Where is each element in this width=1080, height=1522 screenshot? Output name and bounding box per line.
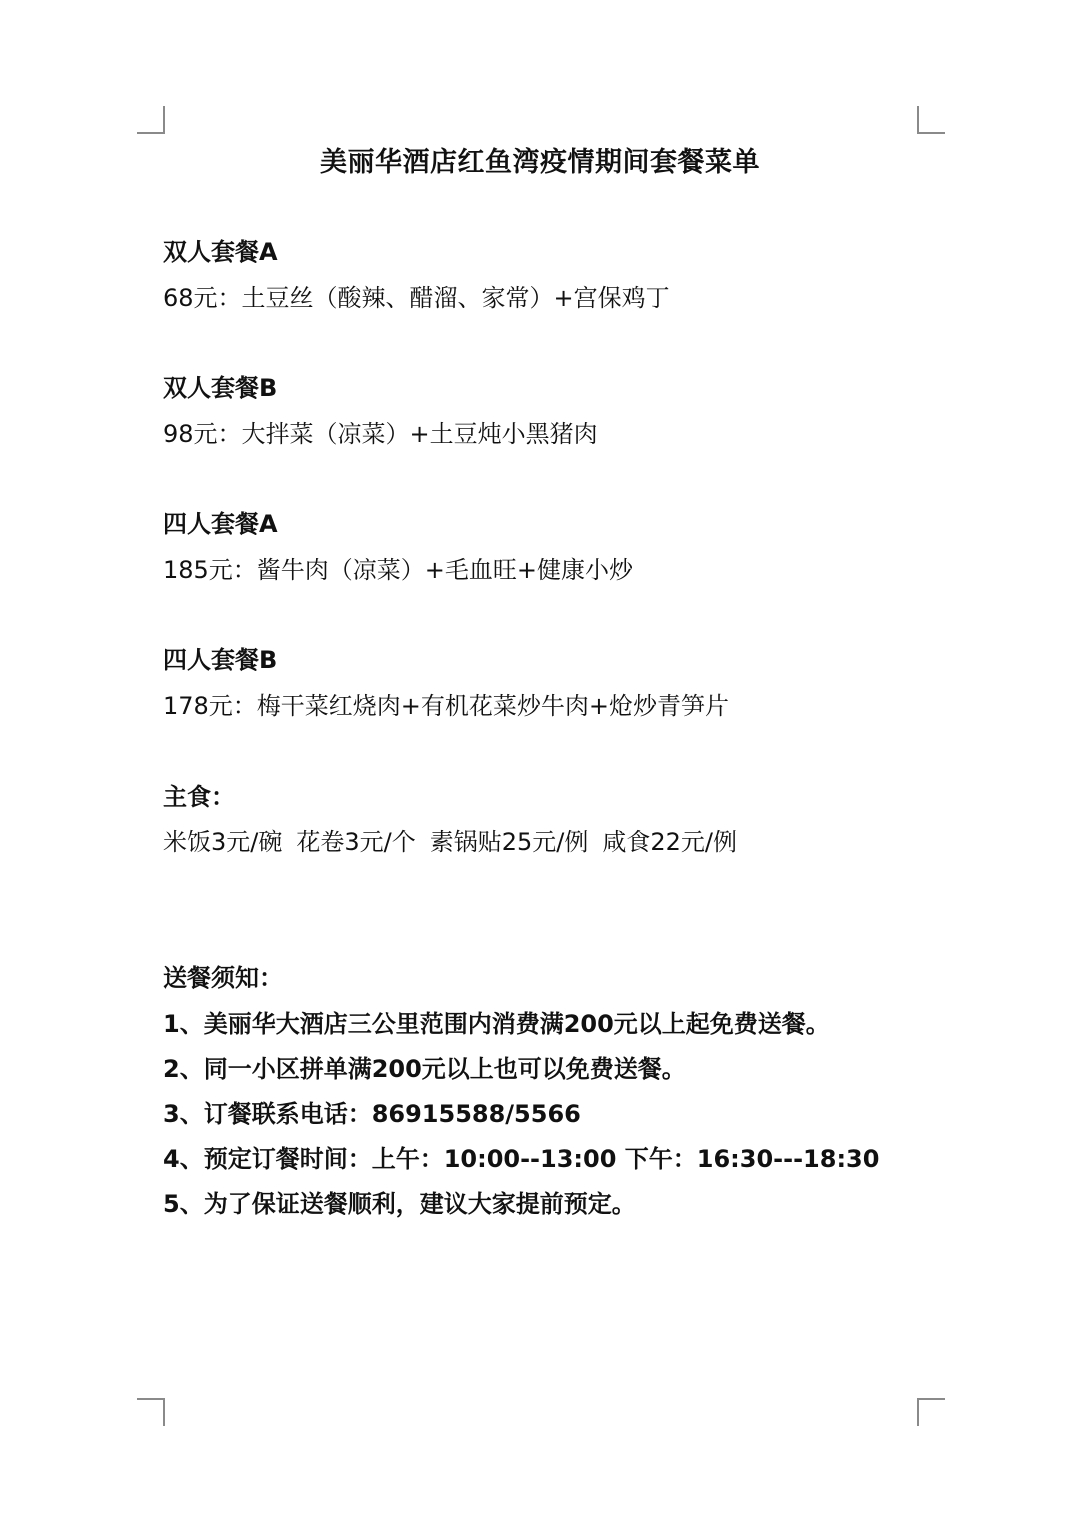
- staple-heading: 主食：: [163, 783, 235, 811]
- delivery-note: 1、美丽华大酒店三公里范围内消费满200元以上起免费送餐。: [163, 1010, 830, 1038]
- delivery-note: 3、订餐联系电话：86915588/5566: [163, 1100, 581, 1128]
- page-corner-mark-top-left: [137, 106, 165, 134]
- package-heading: 四人套餐A: [163, 510, 278, 538]
- package-heading: 四人套餐B: [163, 646, 278, 674]
- package-heading: 双人套餐A: [163, 238, 278, 266]
- page-corner-mark-top-right: [917, 106, 945, 134]
- package-detail: 185元：酱牛肉（凉菜）+毛血旺+健康小炒: [163, 556, 634, 584]
- staple-item: 素锅贴25元/例: [429, 828, 589, 856]
- delivery-note: 5、为了保证送餐顺利，建议大家提前预定。: [163, 1190, 636, 1218]
- delivery-note: 2、同一小区拼单满200元以上也可以免费送餐。: [163, 1055, 686, 1083]
- menu-title: 美丽华酒店红鱼湾疫情期间套餐菜单: [320, 147, 760, 178]
- delivery-heading: 送餐须知：: [163, 964, 283, 992]
- page-corner-mark-bottom-right: [917, 1398, 945, 1426]
- package-detail: 178元：梅干菜红烧肉+有机花菜炒牛肉+炝炒青笋片: [163, 692, 730, 720]
- delivery-note: 4、预定订餐时间：上午：10:00--13:00 下午：16:30---18:30: [163, 1145, 880, 1173]
- page-corner-mark-bottom-left: [137, 1398, 165, 1426]
- package-heading: 双人套餐B: [163, 374, 278, 402]
- staple-list: [163, 825, 737, 859]
- staple-item: 米饭3元/碗: [163, 828, 283, 856]
- staple-item: 花卷3元/个: [296, 828, 416, 856]
- package-detail: 98元：大拌菜（凉菜）+土豆炖小黑猪肉: [163, 420, 598, 448]
- package-detail: 68元：土豆丝（酸辣、醋溜、家常）+宫保鸡丁: [163, 284, 670, 312]
- staple-item: 咸食22元/例: [602, 828, 737, 856]
